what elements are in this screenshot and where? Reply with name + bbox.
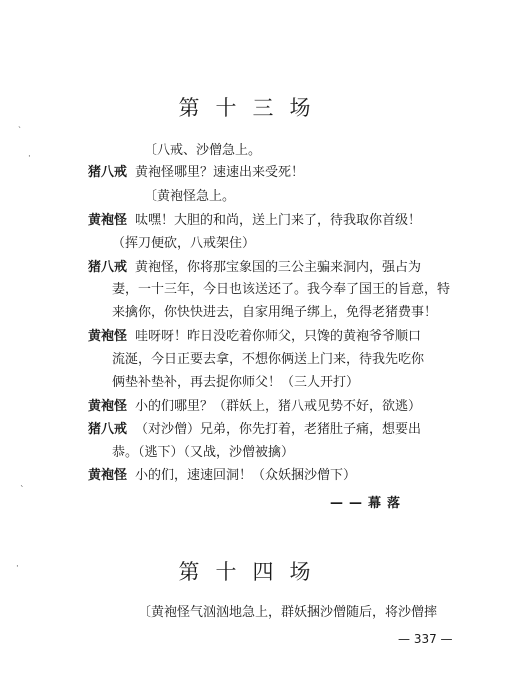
scene-14-title: 第十四场 [178,560,327,584]
stage-direction: 〔黄袍怪急上。 [144,189,236,204]
margin-mark: ˋ [20,486,25,496]
dialogue-line: 黄袍怪 呔嘿！大胆的和尚，送上门来了，待我取你首级！ [88,213,422,228]
dialogue-continuation: 俩垫补垫补，再去捉你师父！（三人开打） [112,375,360,390]
curtain-falls: ——幕落 [330,496,407,511]
margin-mark: · [16,562,19,572]
margin-mark: · [28,152,31,162]
stage-direction: 〔黄袍怪气汹汹地急上，群妖捆沙僧随后，将沙僧摔 [138,605,438,620]
dialogue-line: 猪八戒 黄袍怪哪里？速速出来受死！ [88,165,305,180]
dialogue-continuation: 恭。（逃下）（又战，沙僧被擒） [112,445,295,460]
dialogue-line: 黄袍怪 小的们，速速回洞！（众妖捆沙僧下） [88,468,357,483]
dialogue-continuation: 流涎，今日正要去拿，不想你俩送上门来，待我先吃你 [112,352,425,367]
scene-13-title: 第十三场 [178,96,327,120]
speaker-name: 猪八戒 [88,422,128,437]
speaker-name: 猪八戒 [88,260,128,275]
dialogue-line: 黄袍怪 哇呀呀！昨日没吃着你师父，只馋的黄袍爷爷顺口 [88,329,422,344]
speaker-name: 黄袍怪 [88,468,128,483]
margin-mark: ˏ [18,119,21,129]
dialogue-line: 黄袍怪 小的们哪里？（群妖上，猪八戒见势不好，欲逃） [88,399,422,414]
dialogue-continuation: 来擒你，你快快进去，自家用绳子绑上，免得老猪费事！ [112,305,438,320]
stage-direction: （挥刀便砍，八戒架住） [112,236,256,251]
dialogue-line: 猪八戒 （对沙僧）兄弟，你先打着，老猪肚子痛，想要出 [88,422,422,437]
page-number: — 337 — [398,632,453,646]
speaker-name: 猪八戒 [88,165,128,180]
stage-direction: 〔八戒、沙僧急上。 [144,143,262,158]
speaker-name: 黄袍怪 [88,213,128,228]
speaker-name: 黄袍怪 [88,329,128,344]
speaker-name: 黄袍怪 [88,399,128,414]
dialogue-line: 猪八戒 黄袍怪，你将那宝象国的三公主骗来洞内，强占为 [88,260,422,275]
dialogue-continuation: 妻，一十三年，今日也该送还了。我今奉了国王的旨意，特 [112,282,451,297]
